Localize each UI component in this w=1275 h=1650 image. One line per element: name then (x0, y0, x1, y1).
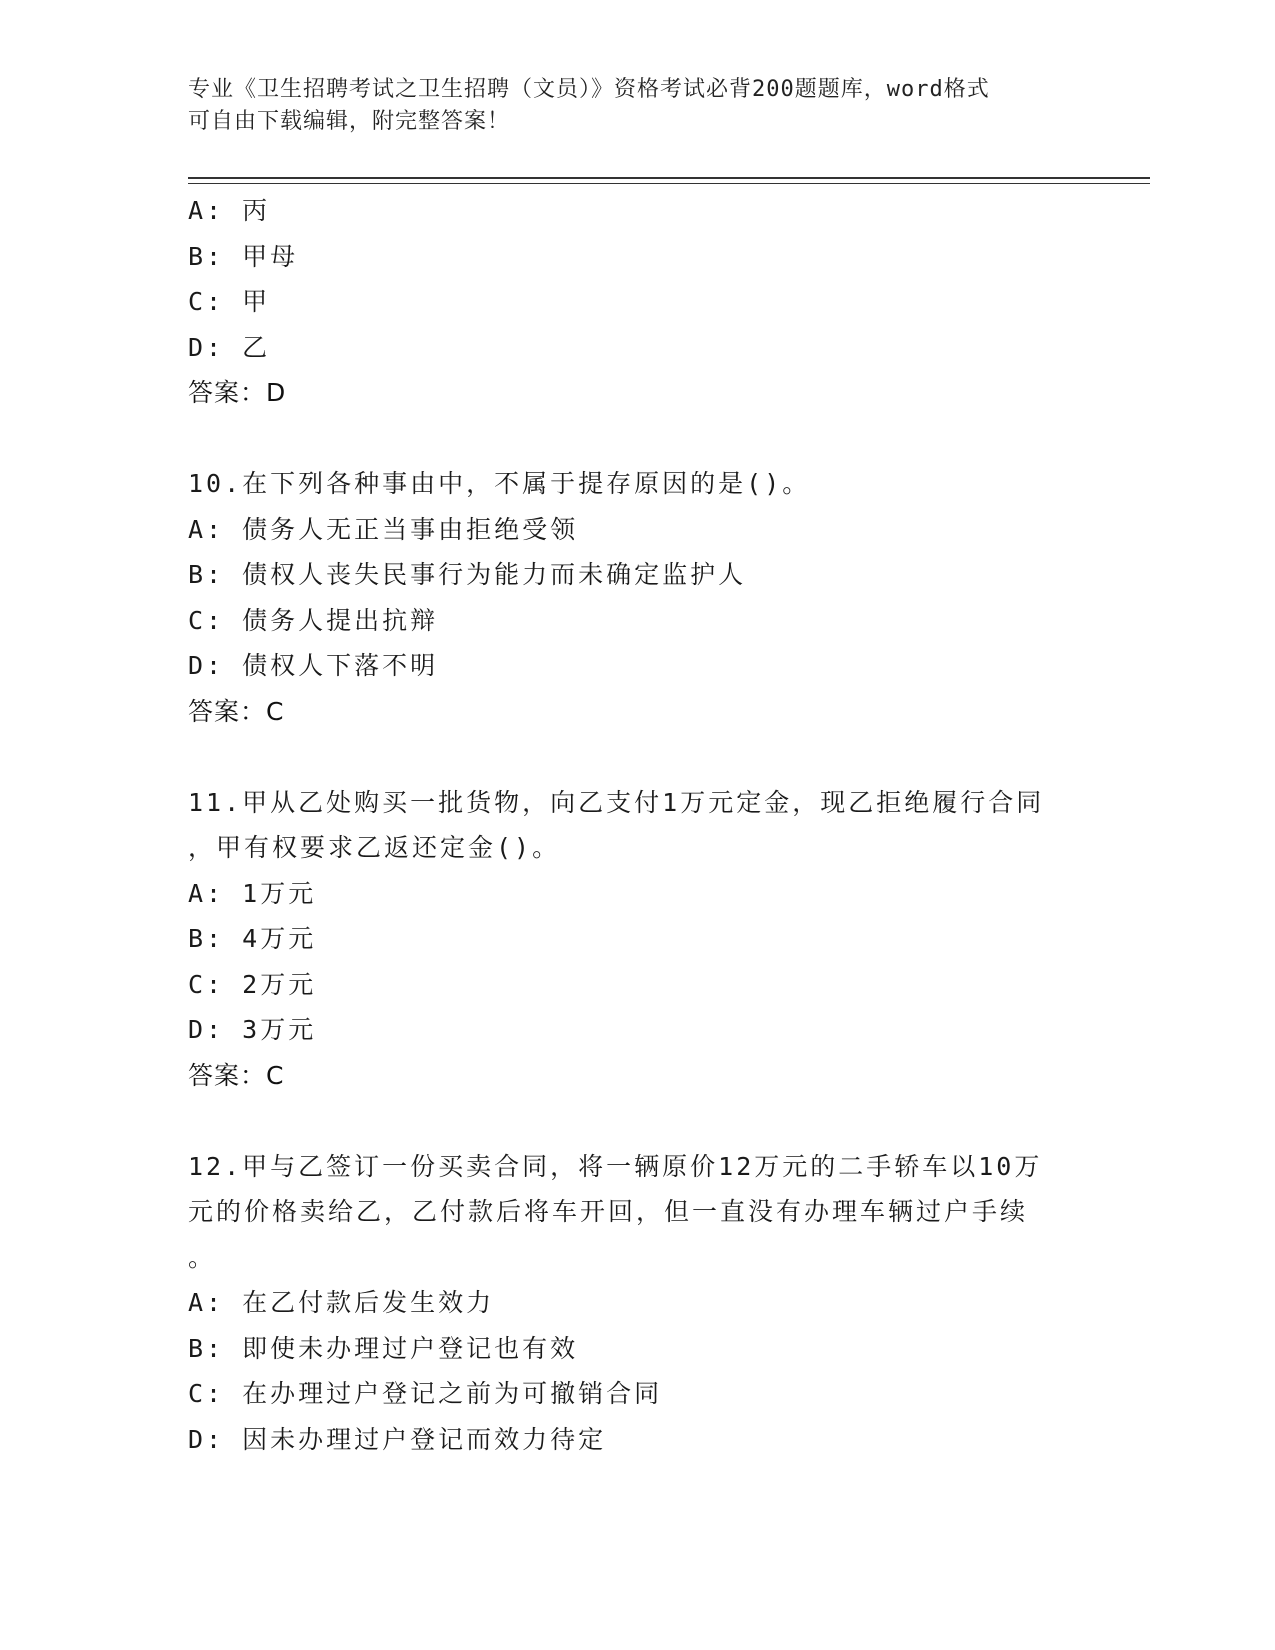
question-text: 10.在下列各种事由中，不属于提存原因的是()。 (188, 469, 811, 498)
option-b: B: 甲母 (188, 241, 299, 271)
question-text-line-1: 12.甲与乙签订一份买卖合同，将一辆原价12万元的二手轿车以10万 (188, 1151, 1043, 1181)
option-d: D: 债权人下落不明 (188, 651, 439, 680)
spacer (188, 734, 1088, 780)
header-title-line-1: 专业《卫生招聘考试之卫生招聘（文员）》资格考试必背200题题库，word格式 (188, 77, 990, 102)
question-text-line-1: 11.甲从乙处购买一批货物，向乙支付1万元定金，现乙拒绝履行合同 (188, 787, 1045, 817)
option-d: D: 乙 (188, 332, 271, 362)
option-a: A: 债务人无正当事由拒绝受领 (188, 514, 579, 544)
option-a: A: 丙 (188, 196, 271, 225)
option-b: B: 债权人丧失民事行为能力而未确定监护人 (188, 560, 747, 589)
option-b: B: 即使未办理过户登记也有效 (188, 1333, 579, 1363)
option-c: C: 2万元 (188, 969, 317, 999)
spacer (188, 416, 1088, 462)
option-c: C: 甲 (188, 287, 271, 316)
question-block-10 (188, 461, 1088, 734)
document-header (188, 74, 1068, 138)
header-title-line-2: 可自由下载编辑，附完整答案！ (188, 109, 511, 134)
question-text-line-2: 元的价格卖给乙，乙付款后将车开回，但一直没有办理车辆过户手续 (188, 1197, 1029, 1226)
answer-line: 答案：C (188, 696, 285, 726)
question-list (188, 188, 1088, 1462)
option-a: A: 在乙付款后发生效力 (188, 1288, 495, 1317)
header-divider-thick (188, 177, 1150, 179)
option-c: C: 债务人提出抗辩 (188, 605, 439, 635)
answer-line: 答案：D (188, 378, 287, 407)
option-b: B: 4万元 (188, 924, 317, 953)
question-text-line-2: ，甲有权要求乙返还定金()。 (188, 833, 561, 862)
option-d: D: 3万元 (188, 1015, 317, 1044)
question-block-9 (188, 188, 1088, 416)
option-d: D: 因未办理过户登记而效力待定 (188, 1424, 607, 1454)
option-c: C: 在办理过户登记之前为可撤销合同 (188, 1379, 663, 1408)
spacer (188, 1098, 1088, 1144)
question-text-line-3: 。 (188, 1242, 217, 1272)
question-block-12 (188, 1144, 1088, 1463)
header-divider-thin (188, 183, 1150, 184)
option-a: A: 1万元 (188, 878, 317, 908)
answer-line: 答案：C (188, 1060, 285, 1090)
question-block-11 (188, 780, 1088, 1099)
